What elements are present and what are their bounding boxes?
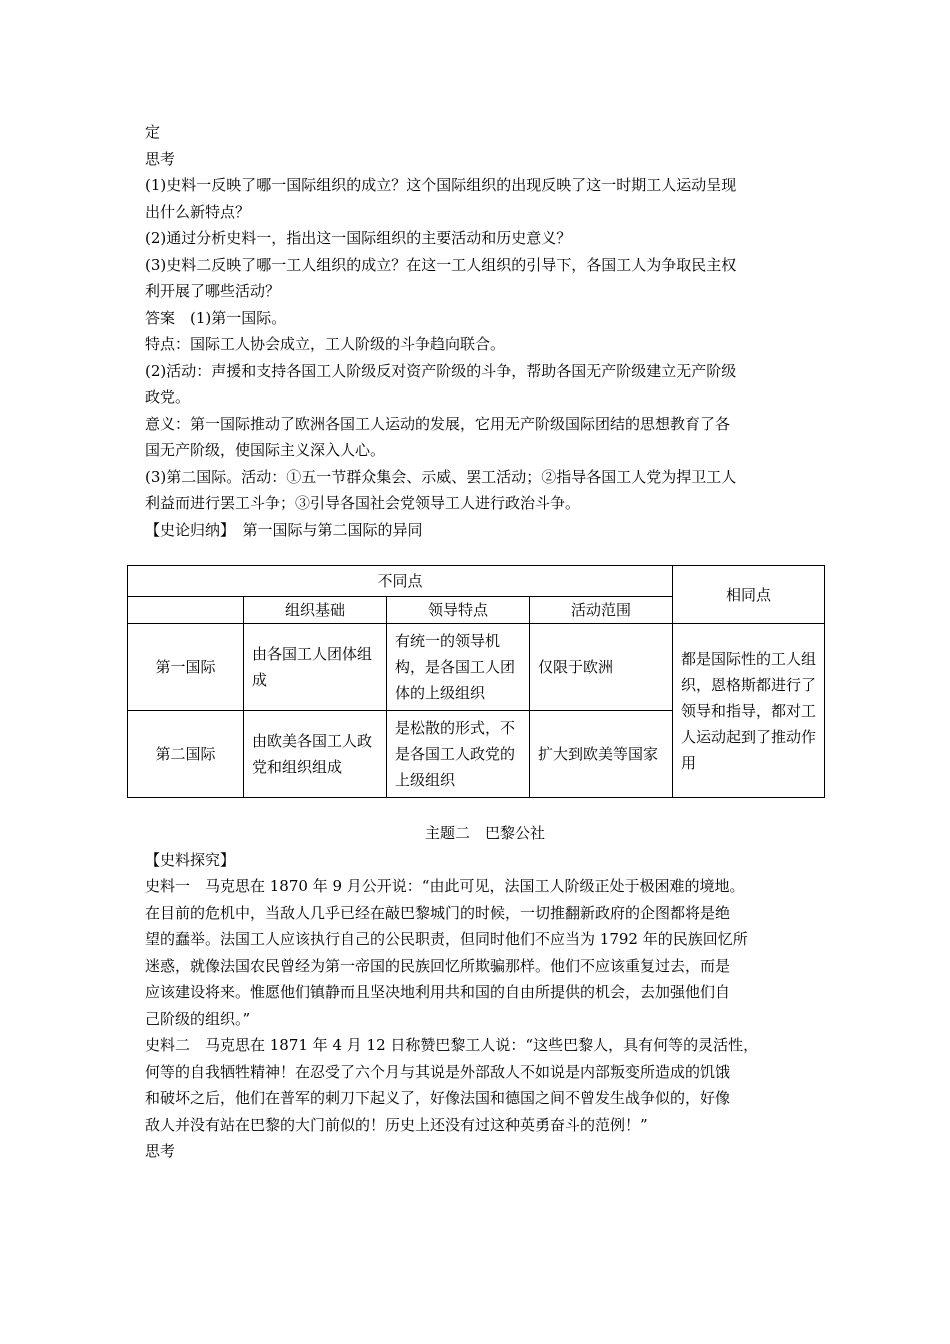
text-line: 意义：第一国际推动了欧洲各国工人运动的发展，它用无产阶级国际团结的思想教育了各 (145, 414, 731, 433)
text-line: 思考 (145, 149, 176, 168)
answer-line: 答案 (1)第一国际。 (145, 308, 287, 327)
text-line: 何等的自我牺牲精神！在忍受了六个月与其说是外部敌人不如说是内部叛变所造成的饥饿 (145, 1062, 731, 1081)
text-line: (2)活动：声援和支持各国工人阶级反对资产阶级的斗争，帮助各国无产阶级建立无产阶级 (145, 361, 737, 380)
row-scope: 仅限于欧洲 (530, 624, 673, 711)
same-points: 都是国际性的工人组织，恩格斯都进行了领导和指导，都对工人运动起到了推动作用 (673, 624, 825, 798)
section-title: 主题二 巴黎公社 (424, 824, 545, 842)
text-line: (1)史料一反映了哪一国际组织的成立？这个国际组织的出现反映了这一时期工人运动呈现 (145, 176, 737, 194)
text-line: 利开展了哪些活动？ (145, 282, 281, 300)
sub-header-basis: 组织基础 (244, 597, 387, 624)
text-line: 在目前的危机中，当敌人几乎已经在敲巴黎城门的时候，一切推翻新政府的企图都将是绝 (145, 903, 731, 922)
text-line: 和破坏之后，他们在普军的刺刀下起义了，好像法国和德国之间不曾发生战争似的，好像 (145, 1089, 731, 1107)
row-basis: 由欧美各国工人政党和组织组成 (244, 711, 387, 798)
text-line: 定 (145, 123, 161, 141)
text-line: (2)通过分析史料一，指出这一国际组织的主要活动和历史意义？ (145, 229, 572, 247)
text-line: 史料一 马克思在 1870 年 9 月公开说：“由此可见，法国工人阶级正处于极困难的境地。 (145, 877, 745, 895)
text-line: 特点：国际工人协会成立，工人阶级的斗争趋向联合。 (145, 335, 506, 353)
text-line: 应该建设将来。惟愿他们镇静而且坚决地利用共和国的自由所提供的机会，去加强他们自 (145, 983, 731, 1001)
text-line: (3)史料二反映了哪一工人组织的成立？在这一工人组织的引导下，各国工人为争取民主权 (145, 255, 737, 274)
summary-heading: 【史论归纳】 第一国际与第二国际的异同 (145, 520, 423, 539)
text-line: 思考 (145, 1142, 176, 1160)
source-heading: 【史料探究】 (145, 850, 236, 869)
row-name: 第二国际 (128, 711, 244, 798)
comparison-table (127, 565, 825, 798)
text-line: 利益而进行罢工斗争；③引导各国社会党领导工人进行政治斗争。 (145, 494, 581, 512)
text-line: (3)第二国际。活动：①五一节群众集会、示威、罢工活动；②指导各国工人党为捍卫工人 (145, 467, 737, 486)
intro-section (145, 119, 825, 543)
text-line: 望的蠢举。法国工人应该执行自己的公民职责，但同时他们不应当为 1792 年的民族回忆所 (145, 930, 748, 948)
sub-header-leadership: 领导特点 (387, 597, 530, 624)
text-line: 史料二 马克思在 1871 年 4 月 12 日称赞巴黎工人说：“这些巴黎人，具有何等的灵活性， (145, 1036, 759, 1054)
row-basis: 由各国工人团体组成 (244, 624, 387, 711)
text-line: 国无产阶级，使国际主义深入人心。 (145, 441, 386, 459)
text-line: 政党。 (145, 388, 191, 406)
sub-header-empty (128, 597, 244, 624)
header-diff: 不同点 (128, 566, 673, 597)
row-scope: 扩大到欧美等国家 (530, 711, 673, 798)
document-page (145, 119, 825, 1165)
row-leadership: 有统一的领导机构，是各国工人团体的上级组织 (387, 624, 530, 711)
row-leadership: 是松散的形式，不是各国工人政党的上级组织 (387, 711, 530, 798)
header-same: 相同点 (673, 566, 825, 624)
text-line: 迷惑，就像法国农民曾经为第一帝国的民族回忆所欺骗那样。他们不应该重复过去，而是 (145, 956, 731, 975)
sub-header-scope: 活动范围 (530, 597, 673, 624)
table-row (128, 624, 825, 711)
text-line: 己阶级的组织。” (145, 1009, 251, 1028)
text-line: 敌人并没有站在巴黎的大门前似的！历史上还没有过这种英勇奋斗的范例！” (145, 1115, 648, 1134)
source-section (145, 847, 825, 1165)
text-line: 出什么新特点？ (145, 202, 251, 221)
row-name: 第一国际 (128, 624, 244, 711)
